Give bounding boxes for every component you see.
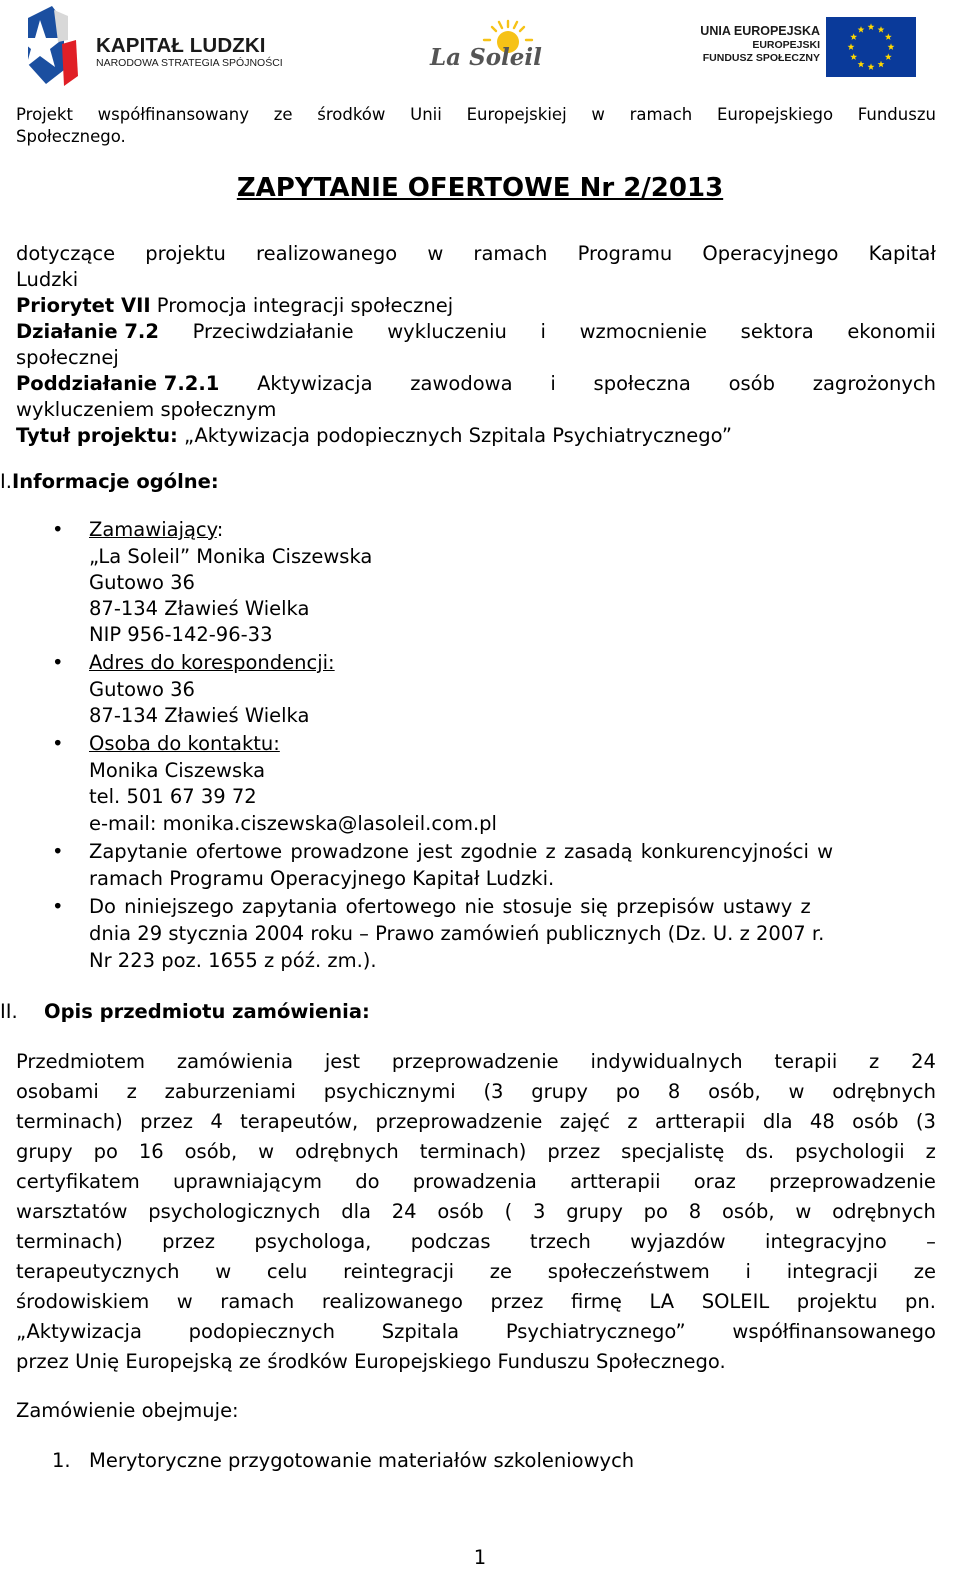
adres-line: 87-134 Zławieś Wielka: [89, 704, 310, 727]
paragraph-line: [16, 1347, 936, 1377]
ue-line-1: UNIA EUROPEJSKA: [700, 24, 820, 38]
word: Europejską: [125, 1350, 239, 1373]
word: w: [788, 1080, 805, 1103]
word: wyjazdów: [630, 1230, 726, 1253]
word: zagrożonych: [812, 372, 936, 395]
paragraph-line: [16, 1227, 936, 1257]
word: współfinansowanego: [732, 1320, 936, 1343]
ue-line-3: FUNDUSZ SPOŁECZNY: [702, 52, 820, 64]
word: integracyjno: [765, 1230, 887, 1253]
word: ramach: [629, 105, 693, 124]
word: Szpitala: [381, 1320, 460, 1343]
word: po: [93, 1140, 118, 1163]
word: pn.: [904, 1290, 936, 1313]
la-soleil-text: La Soleil: [430, 44, 542, 71]
word: w: [176, 1290, 193, 1313]
word: osobami: [16, 1080, 99, 1103]
word: i: [745, 1260, 751, 1283]
paragraph-line: [16, 1287, 936, 1317]
zamawiajacy-line: 87-134 Zławieś Wielka: [89, 597, 310, 620]
zamawiajacy-line: Gutowo 36: [89, 571, 195, 594]
word: z: [627, 1110, 638, 1133]
kapital-ludzki-title: KAPITAŁ LUDZKI: [96, 34, 266, 57]
word: reintegracji: [343, 1260, 455, 1283]
word: w: [258, 1140, 275, 1163]
word: osób,: [708, 1080, 761, 1103]
word: przeprowadzenie: [391, 1050, 559, 1073]
word: osób: [728, 372, 775, 395]
word: warsztatów: [16, 1200, 128, 1223]
word: dla: [341, 1200, 371, 1223]
word: przez: [162, 1230, 215, 1253]
word: artterapii: [655, 1110, 746, 1133]
word: ramach: [473, 242, 548, 265]
section-1-number: I.: [0, 470, 12, 493]
priorytet-line: [16, 293, 936, 319]
intro-line-1: [16, 241, 936, 267]
word: społeczeństwem: [547, 1260, 710, 1283]
word: podopiecznych: [188, 1320, 336, 1343]
word: 4: [210, 1110, 223, 1133]
word: w: [215, 1260, 232, 1283]
word: artterapii: [570, 1170, 661, 1193]
word: –: [926, 1230, 936, 1253]
word: odrębnych: [832, 1080, 936, 1103]
word: grupy: [566, 1200, 623, 1223]
word: 24: [911, 1050, 936, 1073]
word: przeprowadzenie: [375, 1110, 543, 1133]
word: (3: [483, 1080, 504, 1103]
bullet-icon: •: [52, 840, 64, 863]
word: zaburzeniami: [164, 1080, 296, 1103]
word: i: [540, 320, 546, 343]
paragraph-line: [16, 1197, 936, 1227]
word: zamówienia: [176, 1050, 294, 1073]
la-soleil-logo: [428, 18, 540, 78]
word: psychologicznych: [148, 1200, 321, 1223]
zamawiajacy-line: NIP 956-142-96-33: [89, 623, 273, 646]
kapital-ludzki-logo: [24, 4, 284, 88]
word: psychologa,: [254, 1230, 372, 1253]
word: 3: [532, 1200, 546, 1223]
word: zajęć: [559, 1110, 611, 1133]
word: jest: [324, 1050, 361, 1073]
word: indywidualnych: [590, 1050, 743, 1073]
word: grupy: [531, 1080, 588, 1103]
section-2-title-text: Opis przedmiotu zamówienia:: [44, 1000, 370, 1023]
word: Europejskiego: [354, 1350, 498, 1373]
eu-flag-icon: [826, 17, 916, 77]
word: Funduszu: [497, 1350, 597, 1373]
word: integracji: [786, 1260, 879, 1283]
paragraph-line: [16, 1317, 936, 1347]
word: Projekt: [16, 105, 73, 124]
word: certyfikatem: [16, 1170, 140, 1193]
word: w: [795, 1200, 812, 1223]
word: ze: [238, 1350, 268, 1373]
cofinanced-line-2: Społecznego.: [16, 127, 126, 146]
word: osób,: [722, 1200, 775, 1223]
word: społeczna: [593, 372, 691, 395]
word: Operacyjnego: [702, 242, 839, 265]
word: realizowanego: [321, 1290, 463, 1313]
section-1-title: Informacje ogólne:: [11, 470, 219, 493]
word: „Aktywizacja: [16, 1320, 142, 1343]
word: do: [355, 1170, 380, 1193]
zamawiajacy-label: Zamawiający: [89, 518, 217, 541]
ustawa-line-1: Do niniejszego zapytania ofertowego nie stosuje się przepisów ustawy z: [89, 895, 811, 918]
zapytanie-line-2: ramach Programu Operacyjnego Kapitał Ludzki.: [89, 867, 555, 890]
dzialanie-line: [16, 319, 936, 345]
tytul-text: „Aktywizacja podopiecznych Szpitala Psychiatrycznego”: [177, 424, 733, 447]
word: Przeciwdziałanie: [192, 320, 354, 343]
zamawiajacy-colon: :: [216, 518, 224, 541]
word: przeprowadzenie: [769, 1170, 936, 1193]
word: ramach: [220, 1290, 295, 1313]
word: uprawniającym: [172, 1170, 322, 1193]
word: przez: [140, 1110, 193, 1133]
priorytet-text: Promocja integracji społecznej: [150, 294, 454, 317]
word: Funduszu: [857, 105, 936, 124]
word: Europejskiej: [466, 105, 567, 124]
word: środków: [317, 105, 386, 124]
kapital-ludzki-emblem-icon: [24, 4, 84, 88]
word: ze: [913, 1260, 936, 1283]
word: dotyczące: [16, 242, 116, 265]
word: LA: [649, 1290, 675, 1313]
word: Unię: [75, 1350, 126, 1373]
word: osób: [437, 1200, 484, 1223]
word: Psychiatrycznego”: [505, 1320, 686, 1343]
zamawiajacy-line: „La Soleil” Monika Ciszewska: [89, 545, 373, 568]
word: sektora: [740, 320, 814, 343]
word: 8: [688, 1200, 702, 1223]
word: z: [925, 1140, 936, 1163]
list-number: 1.: [52, 1449, 71, 1472]
word: 24: [391, 1200, 417, 1223]
word: z: [126, 1080, 137, 1103]
word: wykluczeniu: [387, 320, 507, 343]
bullet-icon: •: [52, 895, 64, 918]
page-number: 1: [473, 1546, 487, 1569]
word: po: [643, 1200, 668, 1223]
word: prowadzenia: [412, 1170, 537, 1193]
paragraph-line: [16, 1167, 936, 1197]
word: (3: [915, 1110, 936, 1133]
word: zawodowa: [410, 372, 513, 395]
section-2-title: [44, 999, 924, 1025]
word: środowiskiem: [16, 1290, 150, 1313]
word: Przedmiotem: [16, 1050, 146, 1073]
word: ekonomii: [847, 320, 936, 343]
word: Kapitał: [868, 242, 936, 265]
word: odrębnych: [295, 1140, 399, 1163]
word: specjalistę: [621, 1140, 725, 1163]
word: oraz: [693, 1170, 736, 1193]
bullet-icon: •: [52, 651, 64, 674]
ue-logo-text: [690, 24, 820, 65]
zamowienie-obejmuje: Zamówienie obejmuje:: [16, 1399, 239, 1422]
word: terapeutów,: [240, 1110, 359, 1133]
word: osób: [852, 1110, 899, 1133]
bullet-icon: •: [52, 518, 64, 541]
osoba-line: tel. 501 67 39 72: [89, 785, 257, 808]
word: firmę: [570, 1290, 622, 1313]
word: Unii: [410, 105, 442, 124]
bullet-icon: •: [52, 732, 64, 755]
word: i: [550, 372, 556, 395]
ue-line-2: EUROPEJSKI: [752, 39, 820, 51]
word: po: [615, 1080, 641, 1103]
word: 48: [809, 1110, 835, 1133]
word: grupy: [16, 1140, 73, 1163]
poddzialanie-label: Poddziałanie 7.2.1: [16, 372, 220, 395]
word: ze: [489, 1260, 512, 1283]
word: Programu: [577, 242, 673, 265]
paragraph-line: [16, 1047, 936, 1077]
word: Europejskiego: [716, 105, 834, 124]
word: psychicznymi: [323, 1080, 456, 1103]
word: 8: [667, 1080, 681, 1103]
word: przez: [16, 1350, 76, 1373]
osoba-line: Monika Ciszewska: [89, 759, 266, 782]
word: w: [591, 105, 605, 124]
section-2-number: II.: [0, 1000, 18, 1023]
word: w: [427, 242, 444, 265]
kapital-ludzki-subtitle: NARODOWA STRATEGIA SPÓJNOŚCI: [96, 57, 283, 69]
word: współfinansowany: [97, 105, 249, 124]
section-1-heading: [0, 469, 920, 495]
word: (: [504, 1200, 513, 1223]
word: terapii: [774, 1050, 838, 1073]
tytul-line: [16, 423, 936, 449]
adres-label: Adres do korespondencji:: [89, 651, 335, 674]
word: środków: [267, 1350, 355, 1373]
word: terminach): [16, 1230, 123, 1253]
word: ze: [273, 105, 293, 124]
word: dla: [762, 1110, 793, 1133]
poddzialanie-line-2: wykluczeniem społecznym: [16, 398, 277, 421]
zamawiajacy-label-line: [89, 517, 936, 543]
word: celu: [266, 1260, 308, 1283]
word: ds.: [745, 1140, 775, 1163]
word: projektu: [145, 242, 226, 265]
word: Społecznego.: [596, 1350, 726, 1373]
word: podczas: [410, 1230, 491, 1253]
word: terminach): [419, 1140, 527, 1163]
osoba-email: e-mail: monika.ciszewska@lasoleil.com.pl: [89, 812, 497, 835]
section-2-paragraph: [16, 1047, 936, 1377]
tytul-label: Tytuł projektu:: [16, 424, 178, 447]
word: realizowanego: [256, 242, 398, 265]
word: wzmocnienie: [579, 320, 707, 343]
zapytanie-line-1: Zapytanie ofertowe prowadzone jest zgodnie z zasadą konkurencyjności w: [89, 840, 834, 863]
word: przez: [490, 1290, 544, 1313]
paragraph-line: [16, 1257, 936, 1287]
word: trzech: [529, 1230, 591, 1253]
paragraph-line: [16, 1107, 936, 1137]
paragraph-line: [16, 1077, 936, 1107]
intro-line-2: Ludzki: [16, 268, 79, 291]
word: projektu: [796, 1290, 878, 1313]
priorytet-label: Priorytet VII: [16, 294, 151, 317]
paragraph-line: [16, 1137, 936, 1167]
adres-line: Gutowo 36: [89, 678, 195, 701]
word: terapeutycznych: [16, 1260, 180, 1283]
ustawa-line-2: dnia 29 stycznia 2004 roku – Prawo zamówień publicznych (Dz. U. z 2007 r.: [89, 922, 825, 945]
word: psychologii: [795, 1140, 905, 1163]
dzialanie-line-2: społecznej: [16, 346, 119, 369]
list-item: Merytoryczne przygotowanie materiałów szkoleniowych: [89, 1449, 635, 1472]
word: przez: [547, 1140, 601, 1163]
word: terminach): [16, 1110, 123, 1133]
word: odrębnych: [832, 1200, 936, 1223]
document-title: ZAPYTANIE OFERTOWE Nr 2/2013: [236, 173, 724, 203]
ustawa-line-3: Nr 223 poz. 1655 z póź. zm.).: [89, 949, 377, 972]
poddzialanie-line: [16, 371, 936, 397]
word: osób,: [184, 1140, 238, 1163]
word: Aktywizacja: [257, 372, 373, 395]
word: z: [869, 1050, 880, 1073]
cofinanced-line-1: [16, 104, 936, 126]
dzialanie-label: Działanie 7.2: [16, 320, 159, 343]
word: 16: [138, 1140, 164, 1163]
osoba-label: Osoba do kontaktu:: [89, 732, 280, 755]
word: SOLEIL: [701, 1290, 770, 1313]
